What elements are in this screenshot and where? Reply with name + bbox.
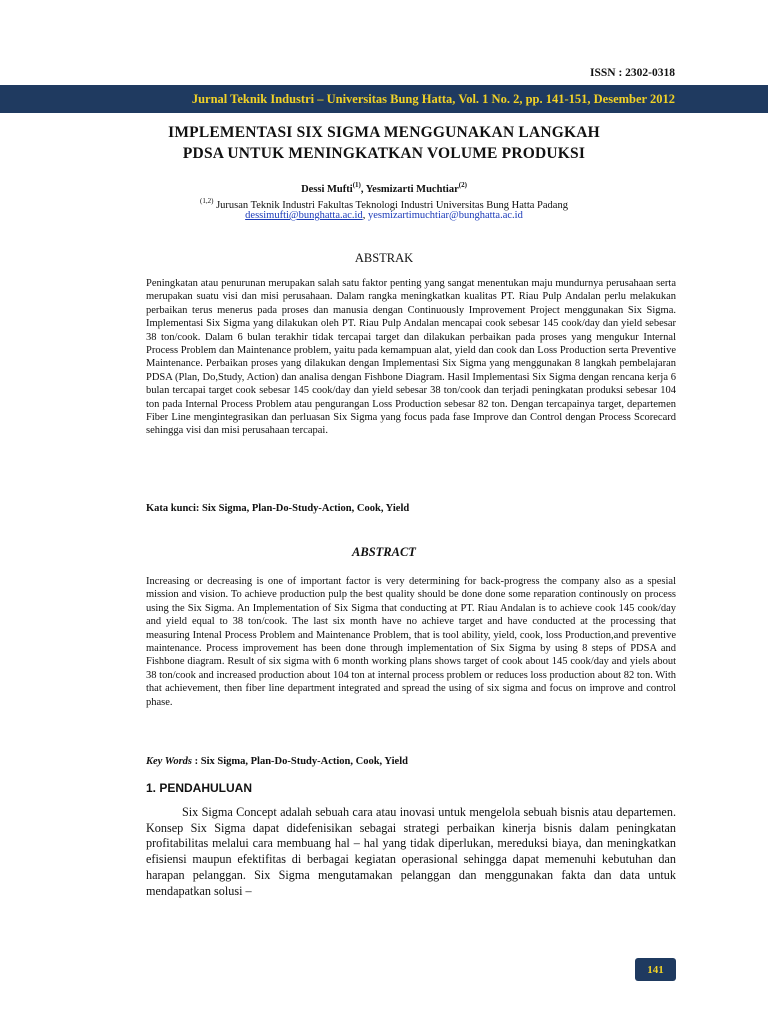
paper-title-line-2: PDSA UNTUK MENINGKATKAN VOLUME PRODUKSI	[182, 145, 586, 162]
key-words-text: : Six Sigma, Plan-Do-Study-Action, Cook, Yield	[192, 756, 408, 767]
affiliation-marker: (1,2)	[200, 197, 214, 205]
section-heading-pendahuluan: 1. PENDAHULUAN	[146, 781, 253, 795]
issn-label: ISSN : 2302-0318	[590, 67, 675, 79]
paper-title	[120, 122, 648, 164]
kata-kunci: Kata kunci: Six Sigma, Plan-Do-Study-Action, Cook, Yield	[146, 503, 410, 514]
key-words-label: Key Words	[146, 756, 192, 767]
author-1-marker: (1)	[352, 181, 361, 189]
author-separator: ,	[360, 184, 366, 195]
author-emails	[0, 210, 768, 221]
abstract-text: Increasing or decreasing is one of important factor is very determining for back-progress the company also as a spesial mission and vision. To achieve production pulp the best quality should be done done some reparation continously on process using the Six Sigma. An Implementation of Six Sigma that conducting at PT. Riau Andalan is to achieve cook 145 cook/day and yield equal to 38 ton/cook. The last six month have no achieve target and have conducted at the processing that measuring Intenal Process Problem and Maintenance Problem, that is tool ability, yield, cook, loss Production,and preventive maintenance. Process improvement has been done through implementation of Six Sigma by using 8 steps of PDSA and Fishbone diagram. Result of six sigma with 6 month working plans shows target of cook about 145 cook/day and yiels about 38 ton/cook and increased production about 104 ton at internal process problem or reduces loss production about 82 ton. With that achievement, then fiber line department integrated and spread the using of six sigma and focus on improve and control phase.	[146, 576, 676, 708]
email-link-1[interactable]: dessimufti@bunghatta.ac.id	[245, 210, 363, 221]
affiliation-text: Jurusan Teknik Industri Fakultas Teknologi Industri Universitas Bung Hatta Padang	[213, 200, 568, 211]
abstract-heading: ABSTRACT	[352, 545, 416, 559]
abstrak-text: Peningkatan atau penurunan merupakan salah satu faktor penting yang sangat menentukan maju mundurnya perusahaan serta merupakan suatu visi dan misi perusahaan. Dalam rangka meningkatkan kualitas PT. Riau Pulp Andalan perlu melakukan perbaikan terus menerus pada proses dan manusia dengan Continuously Improvement Project menggunakan Six Sigma. Implementasi Six Sigma yang dilakukan oleh PT. Riau Pulp Andalan mencapai cook sebesar 145 cook/day dan yield sebesar 38 ton/cook. Dalam 6 bulan terakhir tidak tercapai target dan dilakukan perbaikan pada proses yang mengukur Internal Process Problem dan Maintenance problem, yaitu pada kemampuan alat, yield dan cook dan Loss Production serta Preventive Maintenance. Perbaikan proses yang dilakukan dengan Implementasi Six Sigma yang menggunakan 8 langkah pembelajaran PDSA (Plan, Do,Study, Action) dan analisa dengan Fishbone Diagram. Hasil Implementasi Six Sigma dengan rencana kerja 6 bulan tercapai target cook sebesar 145 cook/day dan yield sebesar 38 ton/cook dan terjadi peningkatan produksi sebesar 104 ton pada Internal Process Problem atau pengurangan Loss Production sebesar 82 ton. Dengan tercapainya target, departemen Fiber Line mengintegrasikan dan perluasan Six Sigma yang focus pada fase Improve dan Control dengan Process Scorecard sehingga visi dan misi perusahaan tercapai.	[146, 278, 676, 437]
author-list	[0, 181, 768, 195]
journal-header-bar	[0, 85, 768, 113]
section-body-pendahuluan: Six Sigma Concept adalah sebuah cara atau inovasi untuk mengelola sebuah bisnis atau departemen. Konsep Six Sigma dapat didefenisikan sebagai strategi perbaikan kinerja bisnis dalam peningkatan profitabilitas melalui cara membuang hal – hal yang tidak diperlukan, mereduksi biaya, dan meningkatkan efisiensi maupun efektifitas di berbagai kegiatan operasional sehingga dapat memenuhi kebutuhan dan harapan pelanggan. Six Sigma mengutamakan pelanggan dan menggunakan fakta dan data untuk mendapatkan solusi –	[146, 805, 676, 898]
abstrak-heading: ABSTRAK	[354, 251, 414, 265]
email-2[interactable]: yesmizartimuchtiar@bunghatta.ac.id	[367, 210, 523, 221]
key-words	[146, 756, 408, 767]
email-separator: ,	[362, 210, 368, 221]
page-number: 141	[635, 958, 676, 981]
author-2-marker: (2)	[458, 181, 467, 189]
affiliation	[0, 197, 768, 211]
paper-title-line-1: IMPLEMENTASI SIX SIGMA MENGGUNAKAN LANGKAH	[168, 124, 600, 141]
author-1: Dessi Mufti	[301, 184, 353, 195]
author-2: Yesmizarti Muchtiar	[365, 184, 459, 195]
journal-citation: Jurnal Teknik Industri – Universitas Bung Hatta, Vol. 1 No. 2, pp. 141-151, Desember 2012	[191, 91, 675, 106]
